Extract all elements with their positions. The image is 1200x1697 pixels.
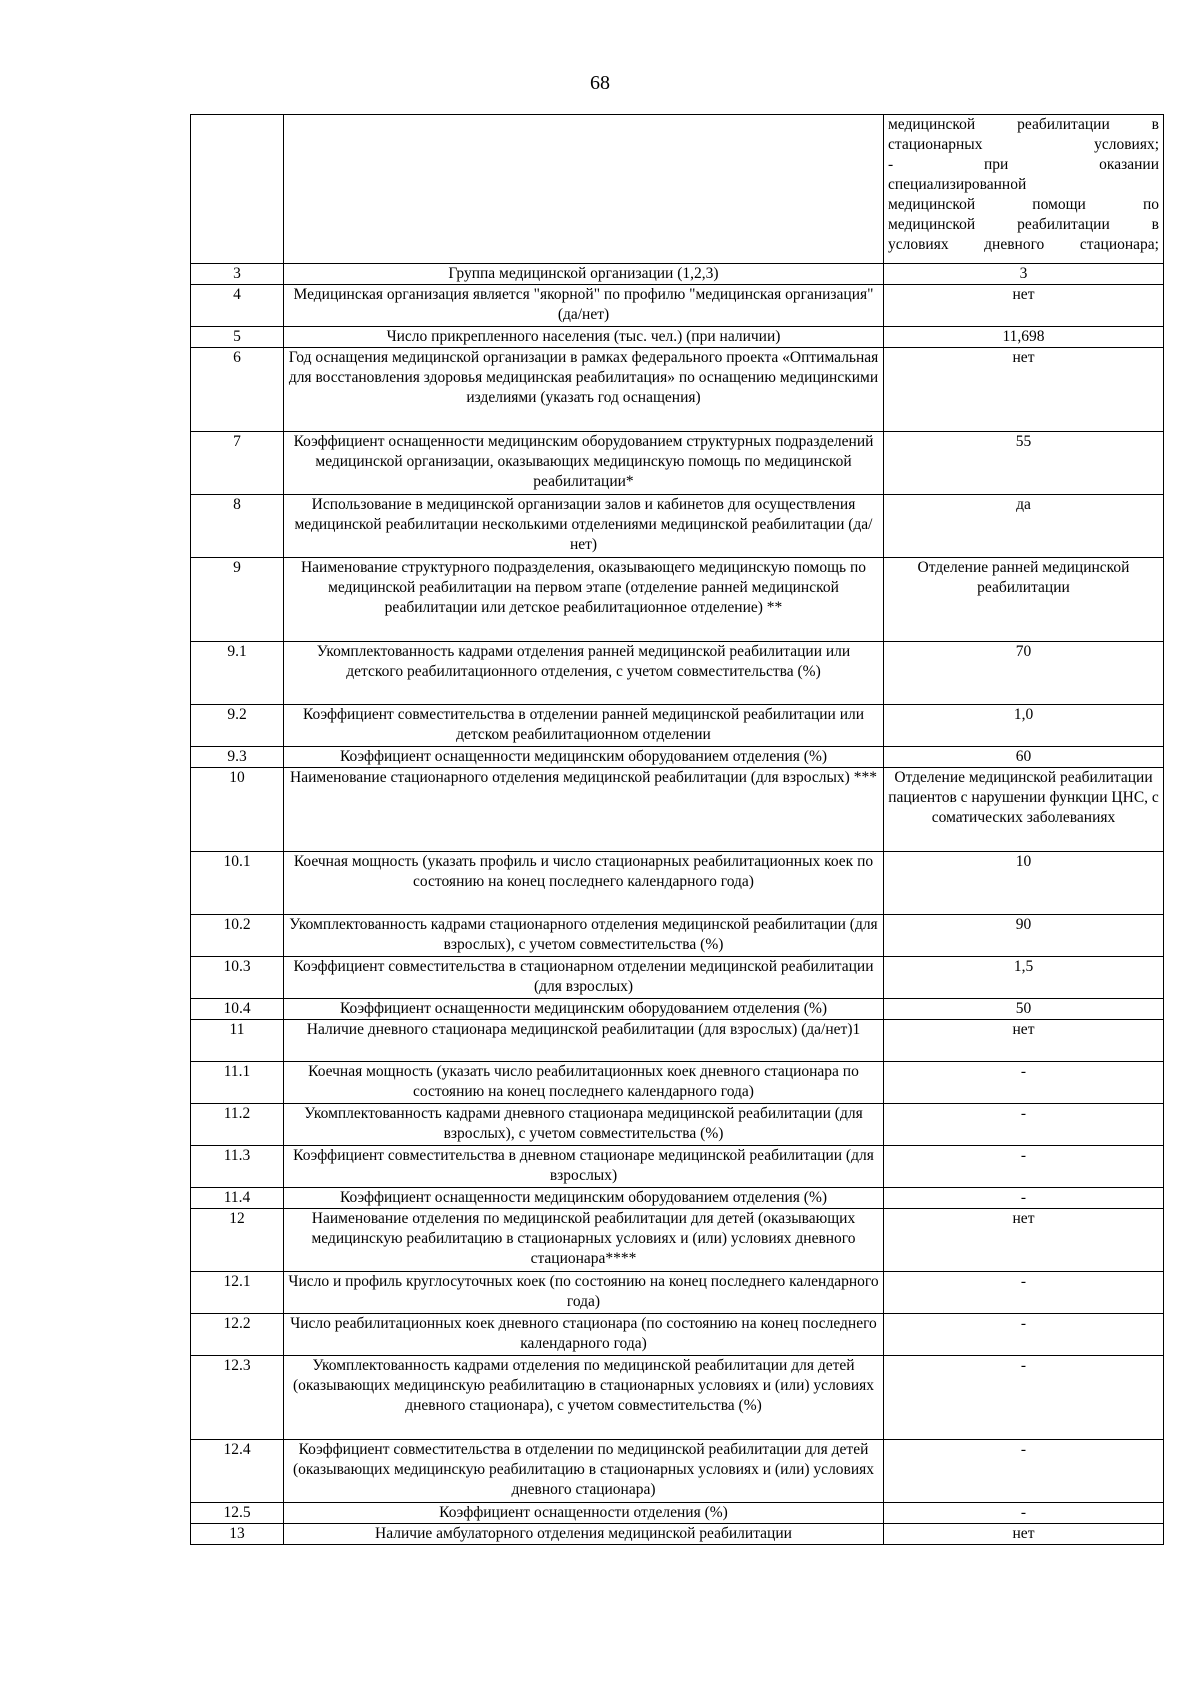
row-value: 90	[884, 915, 1164, 957]
row-value: 1,5	[884, 957, 1164, 999]
row-value: -	[884, 1272, 1164, 1314]
row-description: Число прикрепленного населения (тыс. чел.) (при наличии)	[284, 327, 884, 348]
row-number: 11	[191, 1020, 284, 1062]
table-row	[191, 852, 1164, 915]
continuation-row	[191, 115, 1164, 264]
table-row	[191, 1104, 1164, 1146]
row-value: нет	[884, 348, 1164, 432]
indicators-table	[190, 114, 1164, 1545]
row-number: 12	[191, 1209, 284, 1272]
row-number: 4	[191, 285, 284, 327]
table-row	[191, 432, 1164, 495]
row-value: -	[884, 1146, 1164, 1188]
row-description: Коэффициент оснащенности медицинским оборудованием отделения (%)	[284, 1188, 884, 1209]
row-number: 10.3	[191, 957, 284, 999]
row-description: Коечная мощность (указать профиль и число стационарных реабилитационных коек по состоянию на конец последнего календарного года)	[284, 852, 884, 915]
row-description: Наименование отделения по медицинской реабилитации для детей (оказывающих медицинскую реабилитацию в стационарных условиях и (или) условиях дневного стационара****	[284, 1209, 884, 1272]
continuation-line: специализированной	[888, 176, 1027, 193]
row-description: Коэффициент совместительства в отделении ранней медицинской реабилитации или детском реабилитационном отделении	[284, 705, 884, 747]
row-value: 70	[884, 642, 1164, 705]
row-value: нет	[884, 1209, 1164, 1272]
table-row	[191, 1062, 1164, 1104]
table-row	[191, 915, 1164, 957]
row-value: 50	[884, 999, 1164, 1020]
continuation-value-cell	[884, 115, 1164, 264]
row-number: 9	[191, 558, 284, 642]
row-description: Коэффициент совместительства в отделении по медицинской реабилитации для детей (оказывающих медицинскую реабилитацию в стационарных условиях и (или) условиях дневного стационара)	[284, 1440, 884, 1503]
row-number: 8	[191, 495, 284, 558]
continuation-desc-cell	[284, 115, 884, 264]
row-value: нет	[884, 1020, 1164, 1062]
row-description: Укомплектованность кадрами дневного стационара медицинской реабилитации (для взрослых), с учетом совместительства (%)	[284, 1104, 884, 1146]
row-value: 11,698	[884, 327, 1164, 348]
table-row	[191, 1146, 1164, 1188]
row-number: 12.4	[191, 1440, 284, 1503]
row-description: Медицинская организация является "якорной" по профилю "медицинская организация" (да/нет)	[284, 285, 884, 327]
row-number: 11.3	[191, 1146, 284, 1188]
row-number: 9.1	[191, 642, 284, 705]
row-description: Наличие амбулаторного отделения медицинской реабилитации	[284, 1524, 884, 1545]
continuation-line: медицинской реабилитации в	[888, 216, 1159, 233]
row-description: Укомплектованность кадрами отделения ранней медицинской реабилитации или детского реабилитационного отделения, с учетом совместительства (%)	[284, 642, 884, 705]
row-value: 10	[884, 852, 1164, 915]
table-row	[191, 1440, 1164, 1503]
row-description: Наименование структурного подразделения, оказывающего медицинскую помощь по медицинской реабилитации на первом этапе (отделение ранней медицинской реабилитации или детское реабилитационное отделение) **	[284, 558, 884, 642]
row-description: Укомплектованность кадрами отделения по медицинской реабилитации для детей (оказывающих медицинскую реабилитацию в стационарных условиях и (или) условиях дневного стационара), с учетом совместительства (%)	[284, 1356, 884, 1440]
row-number: 11.1	[191, 1062, 284, 1104]
row-description: Коэффициент совместительства в дневном стационаре медицинской реабилитации (для взрослых)	[284, 1146, 884, 1188]
row-description: Коэффициент совместительства в стационарном отделении медицинской реабилитации (для взрослых)	[284, 957, 884, 999]
table-row	[191, 327, 1164, 348]
table-row	[191, 1272, 1164, 1314]
row-number: 10.1	[191, 852, 284, 915]
table-row	[191, 1188, 1164, 1209]
continuation-num-cell	[191, 115, 284, 264]
row-value: нет	[884, 285, 1164, 327]
row-number: 12.1	[191, 1272, 284, 1314]
row-number: 9.2	[191, 705, 284, 747]
row-number: 12.3	[191, 1356, 284, 1440]
row-description: Число и профиль круглосуточных коек (по состоянию на конец последнего календарного года)	[284, 1272, 884, 1314]
table-row	[191, 642, 1164, 705]
continuation-line: медицинской реабилитации в	[888, 116, 1159, 133]
row-description: Наличие дневного стационара медицинской реабилитации (для взрослых) (да/нет)1	[284, 1020, 884, 1062]
continuation-line: медицинской помощи по	[888, 196, 1159, 213]
row-number: 10.2	[191, 915, 284, 957]
row-value: Отделение ранней медицинской реабилитации	[884, 558, 1164, 642]
table-row	[191, 348, 1164, 432]
table-row	[191, 1209, 1164, 1272]
table-row	[191, 705, 1164, 747]
row-value: 1,0	[884, 705, 1164, 747]
row-description: Укомплектованность кадрами стационарного отделения медицинской реабилитации (для взрослых), с учетом совместительства (%)	[284, 915, 884, 957]
row-value: да	[884, 495, 1164, 558]
row-value: -	[884, 1503, 1164, 1524]
table-row	[191, 1356, 1164, 1440]
table-row	[191, 264, 1164, 285]
row-description: Коэффициент оснащенности медицинским оборудованием отделения (%)	[284, 999, 884, 1020]
row-description: Коэффициент оснащенности медицинским оборудованием отделения (%)	[284, 747, 884, 768]
table-row	[191, 1503, 1164, 1524]
row-description: Коечная мощность (указать число реабилитационных коек дневного стационара по состоянию на конец последнего календарного года)	[284, 1062, 884, 1104]
row-description: Использование в медицинской организации залов и кабинетов для осуществления медицинской реабилитации несколькими отделениями медицинской реабилитации (да/нет)	[284, 495, 884, 558]
row-number: 13	[191, 1524, 284, 1545]
row-number: 9.3	[191, 747, 284, 768]
row-value: Отделение медицинской реабилитации пациентов с нарушении функции ЦНС, с соматических заболеваниях	[884, 768, 1164, 852]
table-row	[191, 495, 1164, 558]
table-row	[191, 747, 1164, 768]
table-row	[191, 999, 1164, 1020]
row-value: -	[884, 1440, 1164, 1503]
row-number: 6	[191, 348, 284, 432]
row-number: 3	[191, 264, 284, 285]
row-number: 12.2	[191, 1314, 284, 1356]
row-description: Число реабилитационных коек дневного стационара (по состоянию на конец последнего календарного года)	[284, 1314, 884, 1356]
table-row	[191, 285, 1164, 327]
row-value: -	[884, 1062, 1164, 1104]
row-value: -	[884, 1104, 1164, 1146]
continuation-line: - при оказании	[888, 156, 1159, 173]
continuation-line: условиях дневного стационара;	[888, 236, 1159, 253]
table-row	[191, 768, 1164, 852]
row-value: 60	[884, 747, 1164, 768]
continuation-line: стационарных условиях;	[888, 136, 1159, 153]
table-row	[191, 1314, 1164, 1356]
row-number: 7	[191, 432, 284, 495]
row-description: Коэффициент оснащенности медицинским оборудованием структурных подразделений медицинской организации, оказывающих медицинскую помощь по медицинской реабилитации*	[284, 432, 884, 495]
row-value: -	[884, 1356, 1164, 1440]
row-number: 11.4	[191, 1188, 284, 1209]
row-value: 55	[884, 432, 1164, 495]
row-description: Наименование стационарного отделения медицинской реабилитации (для взрослых) ***	[284, 768, 884, 852]
row-value: -	[884, 1314, 1164, 1356]
row-value: нет	[884, 1524, 1164, 1545]
table-row	[191, 957, 1164, 999]
row-value: -	[884, 1188, 1164, 1209]
row-number: 10	[191, 768, 284, 852]
table-row	[191, 558, 1164, 642]
row-description: Коэффициент оснащенности отделения (%)	[284, 1503, 884, 1524]
row-number: 11.2	[191, 1104, 284, 1146]
row-value: 3	[884, 264, 1164, 285]
table-row	[191, 1524, 1164, 1545]
table-row	[191, 1020, 1164, 1062]
row-number: 5	[191, 327, 284, 348]
page-number: 68	[590, 72, 610, 94]
row-description: Группа медицинской организации (1,2,3)	[284, 264, 884, 285]
row-number: 12.5	[191, 1503, 284, 1524]
row-description: Год оснащения медицинской организации в рамках федерального проекта «Оптимальная для восстановления здоровья медицинская реабилитация» по оснащению медицинскими изделиями (указать год оснащения)	[284, 348, 884, 432]
row-number: 10.4	[191, 999, 284, 1020]
